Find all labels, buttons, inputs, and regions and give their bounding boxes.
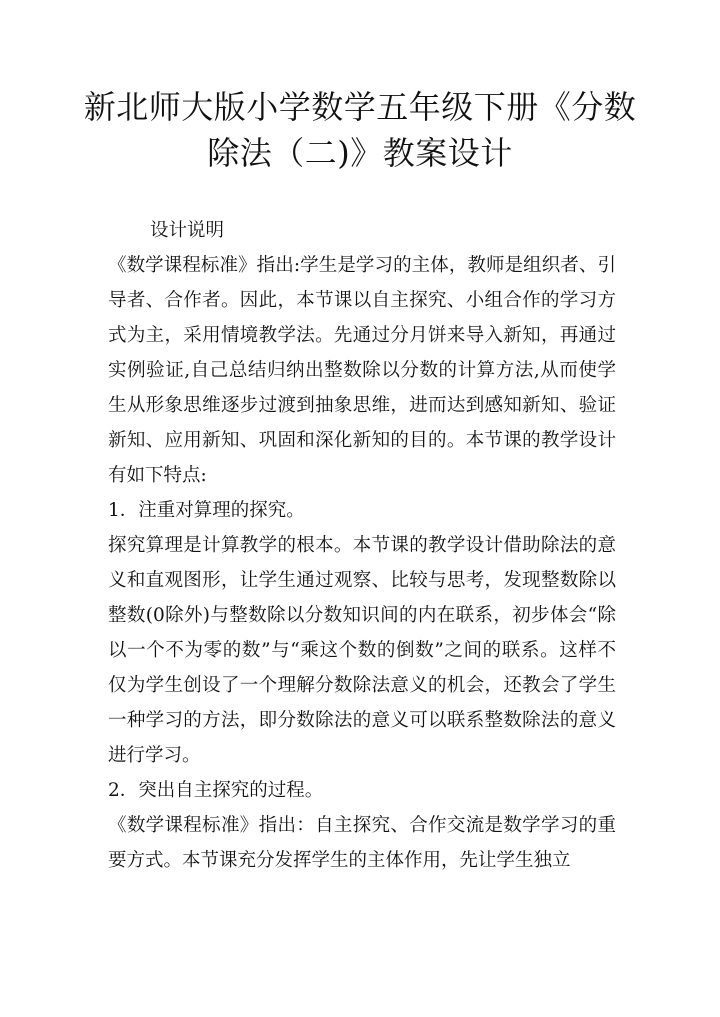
paragraph-intro: 《数学课程标准》指出:学生是学习的主体，教师是组织者、引导者、合作者。因此，本节课以自主探究、小组合作的学习方式为主，采用情境教学法。先通过分月饼来导入新知，再通过实例验证,自己总结归纳出整数除以分数的计算方法,从而使学生从形象思维逐步过渡到抽象思维，进而达到感知新知、验证新知、应用新知、巩固和深化新知的目的。本节课的教学设计有如下特点:	[108, 255, 616, 486]
list-item-2: 2．突出自主探究的过程。	[108, 780, 324, 801]
list-item-1: 1．注重对算理的探究。	[108, 500, 305, 521]
document-title: 新北师大版小学数学五年级下册《分数除法（二)》教案设计	[83, 88, 637, 172]
paragraph-algorithm: 探究算理是计算教学的根本。本节课的教学设计借助除法的意义和直观图形，让学生通过观察、比较与思考，发现整数除以整数(0除外)与整数除以分数知识间的内在联系，初步体会“除以一个不为零的数”与“乘这个数的倒数”之间的联系。这样不仅为学生创设了一个理解分数除法意义的机会，还教会了学生一种学习的方法，即分数除法的意义可以联系整数除法的意义进行学习。	[108, 535, 616, 766]
paragraph-exploration: 《数学课程标准》指出：自主探究、合作交流是数学学习的重要方式。本节课充分发挥学生的主体作用，先让学生独立	[108, 815, 616, 871]
section-heading-design-notes: 设计说明	[150, 220, 225, 241]
document-body	[108, 213, 616, 878]
